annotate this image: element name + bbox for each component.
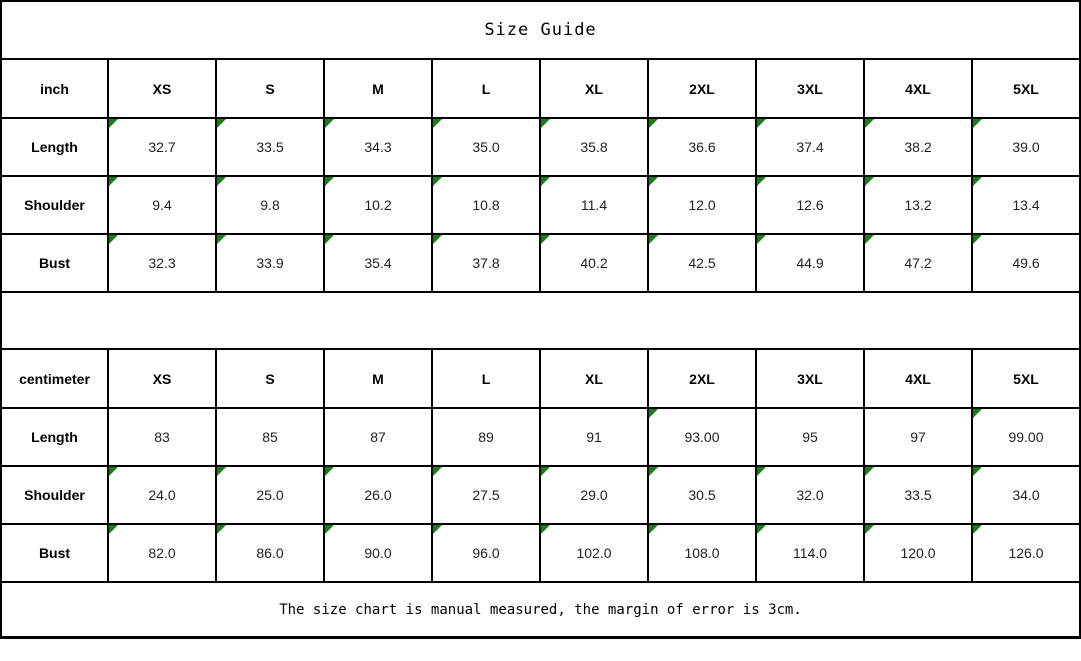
row-label-bust: Bust xyxy=(1,524,108,582)
value-cell: 10.2 xyxy=(324,176,432,234)
value-cell: 35.0 xyxy=(432,118,540,176)
comment-marker-icon xyxy=(541,235,550,244)
value-cell: 35.4 xyxy=(324,234,432,292)
inch-header-row xyxy=(1,59,1080,118)
centimeter-bust-row xyxy=(1,524,1080,582)
comment-marker-icon xyxy=(109,235,118,244)
value-cell: 11.4 xyxy=(540,176,648,234)
comment-marker-icon xyxy=(541,177,550,186)
inch-shoulder-row xyxy=(1,176,1080,234)
value-cell: 32.0 xyxy=(756,466,864,524)
comment-marker-icon xyxy=(109,525,118,534)
comment-marker-icon xyxy=(973,235,982,244)
size-header-2xl: 2XL xyxy=(648,59,756,118)
size-header-4xl: 4XL xyxy=(864,349,972,408)
value-cell: 35.8 xyxy=(540,118,648,176)
comment-marker-icon xyxy=(865,177,874,186)
value-cell: 13.2 xyxy=(864,176,972,234)
comment-marker-icon xyxy=(541,119,550,128)
row-label-length: Length xyxy=(1,408,108,466)
value-cell: 82.0 xyxy=(108,524,216,582)
value-cell: 30.5 xyxy=(648,466,756,524)
size-header-5xl: 5XL xyxy=(972,59,1080,118)
empty-spacer-cell xyxy=(1,292,1080,349)
comment-marker-icon xyxy=(865,525,874,534)
comment-marker-icon xyxy=(109,177,118,186)
comment-marker-icon xyxy=(757,467,766,476)
comment-marker-icon xyxy=(217,525,226,534)
value-cell: 9.8 xyxy=(216,176,324,234)
value-cell: 40.2 xyxy=(540,234,648,292)
footer-row xyxy=(1,582,1080,638)
row-label-bust: Bust xyxy=(1,234,108,292)
size-header-m: M xyxy=(324,349,432,408)
comment-marker-icon xyxy=(541,467,550,476)
comment-marker-icon xyxy=(973,409,982,418)
comment-marker-icon xyxy=(433,467,442,476)
value-cell: 126.0 xyxy=(972,524,1080,582)
comment-marker-icon xyxy=(865,467,874,476)
value-cell: 97 xyxy=(864,408,972,466)
value-cell: 44.9 xyxy=(756,234,864,292)
size-header-3xl: 3XL xyxy=(756,59,864,118)
comment-marker-icon xyxy=(325,235,334,244)
value-cell: 37.4 xyxy=(756,118,864,176)
inch-bust-row xyxy=(1,234,1080,292)
row-label-shoulder: Shoulder xyxy=(1,466,108,524)
unit-header-inch: inch xyxy=(1,59,108,118)
value-cell: 96.0 xyxy=(432,524,540,582)
value-cell: 33.5 xyxy=(864,466,972,524)
value-cell: 27.5 xyxy=(432,466,540,524)
unit-header-centimeter: centimeter xyxy=(1,349,108,408)
comment-marker-icon xyxy=(433,235,442,244)
comment-marker-icon xyxy=(649,235,658,244)
title-row xyxy=(1,1,1080,59)
comment-marker-icon xyxy=(973,177,982,186)
comment-marker-icon xyxy=(217,235,226,244)
value-cell: 47.2 xyxy=(864,234,972,292)
comment-marker-icon xyxy=(541,525,550,534)
value-cell: 32.7 xyxy=(108,118,216,176)
value-cell: 38.2 xyxy=(864,118,972,176)
comment-marker-icon xyxy=(865,119,874,128)
section-gap-row xyxy=(1,292,1080,349)
comment-marker-icon xyxy=(325,525,334,534)
comment-marker-icon xyxy=(109,467,118,476)
comment-marker-icon xyxy=(757,235,766,244)
comment-marker-icon xyxy=(649,409,658,418)
inch-length-row xyxy=(1,118,1080,176)
value-cell: 34.3 xyxy=(324,118,432,176)
row-label-shoulder: Shoulder xyxy=(1,176,108,234)
value-cell: 33.5 xyxy=(216,118,324,176)
size-header-xs: XS xyxy=(108,59,216,118)
size-header-4xl: 4XL xyxy=(864,59,972,118)
size-header-s: S xyxy=(216,59,324,118)
value-cell: 99.00 xyxy=(972,408,1080,466)
value-cell: 12.6 xyxy=(756,176,864,234)
size-header-5xl: 5XL xyxy=(972,349,1080,408)
value-cell: 37.8 xyxy=(432,234,540,292)
value-cell: 89 xyxy=(432,408,540,466)
value-cell: 114.0 xyxy=(756,524,864,582)
comment-marker-icon xyxy=(325,467,334,476)
comment-marker-icon xyxy=(217,119,226,128)
value-cell: 83 xyxy=(108,408,216,466)
size-header-2xl: 2XL xyxy=(648,349,756,408)
footnote-text: The size chart is manual measured, the margin of error is 3cm. xyxy=(1,582,1080,638)
comment-marker-icon xyxy=(649,177,658,186)
value-cell: 34.0 xyxy=(972,466,1080,524)
comment-marker-icon xyxy=(973,467,982,476)
size-header-xs: XS xyxy=(108,349,216,408)
comment-marker-icon xyxy=(649,467,658,476)
value-cell: 87 xyxy=(324,408,432,466)
comment-marker-icon xyxy=(757,177,766,186)
value-cell: 32.3 xyxy=(108,234,216,292)
row-label-length: Length xyxy=(1,118,108,176)
value-cell: 9.4 xyxy=(108,176,216,234)
size-header-m: M xyxy=(324,59,432,118)
comment-marker-icon xyxy=(325,177,334,186)
comment-marker-icon xyxy=(649,119,658,128)
value-cell: 29.0 xyxy=(540,466,648,524)
size-header-3xl: 3XL xyxy=(756,349,864,408)
size-header-l: L xyxy=(432,349,540,408)
value-cell: 102.0 xyxy=(540,524,648,582)
value-cell: 120.0 xyxy=(864,524,972,582)
centimeter-length-row xyxy=(1,408,1080,466)
value-cell: 33.9 xyxy=(216,234,324,292)
comment-marker-icon xyxy=(433,525,442,534)
value-cell: 90.0 xyxy=(324,524,432,582)
value-cell: 25.0 xyxy=(216,466,324,524)
value-cell: 93.00 xyxy=(648,408,756,466)
value-cell: 95 xyxy=(756,408,864,466)
value-cell: 108.0 xyxy=(648,524,756,582)
value-cell: 13.4 xyxy=(972,176,1080,234)
value-cell: 39.0 xyxy=(972,118,1080,176)
size-header-xl: XL xyxy=(540,349,648,408)
value-cell: 36.6 xyxy=(648,118,756,176)
size-header-xl: XL xyxy=(540,59,648,118)
comment-marker-icon xyxy=(757,525,766,534)
comment-marker-icon xyxy=(757,119,766,128)
value-cell: 91 xyxy=(540,408,648,466)
value-cell: 49.6 xyxy=(972,234,1080,292)
comment-marker-icon xyxy=(109,119,118,128)
page-title: Size Guide xyxy=(1,1,1080,59)
value-cell: 86.0 xyxy=(216,524,324,582)
value-cell: 24.0 xyxy=(108,466,216,524)
value-cell: 26.0 xyxy=(324,466,432,524)
comment-marker-icon xyxy=(865,235,874,244)
centimeter-header-row xyxy=(1,349,1080,408)
value-cell: 12.0 xyxy=(648,176,756,234)
value-cell: 10.8 xyxy=(432,176,540,234)
comment-marker-icon xyxy=(217,467,226,476)
comment-marker-icon xyxy=(217,177,226,186)
value-cell: 85 xyxy=(216,408,324,466)
comment-marker-icon xyxy=(325,119,334,128)
centimeter-shoulder-row xyxy=(1,466,1080,524)
comment-marker-icon xyxy=(433,119,442,128)
size-header-l: L xyxy=(432,59,540,118)
comment-marker-icon xyxy=(433,177,442,186)
comment-marker-icon xyxy=(973,119,982,128)
value-cell: 42.5 xyxy=(648,234,756,292)
comment-marker-icon xyxy=(649,525,658,534)
size-header-s: S xyxy=(216,349,324,408)
comment-marker-icon xyxy=(973,525,982,534)
